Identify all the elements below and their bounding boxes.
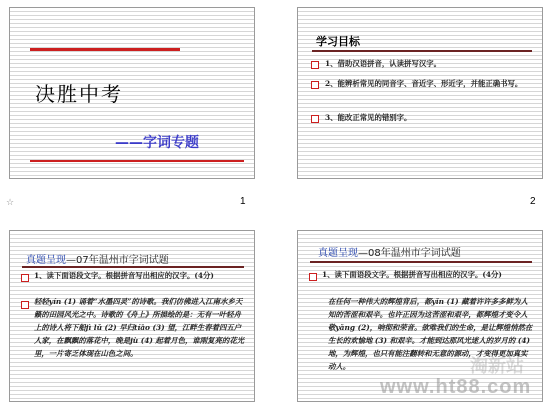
- heading-suffix: —08年温州市字词试题: [358, 248, 461, 259]
- bullet-icon: [309, 273, 317, 281]
- watermark-text: www.ht88.com: [380, 376, 532, 398]
- title-top-rule: [30, 48, 180, 51]
- bullet-icon: [21, 274, 29, 282]
- question-passage: 轻轻yín (1) 诵着“水墨四灵”的诗歌。我们仿佛进入江南水乡天籁的田园风光之中。诗歌的《舟上》所描绘的是：无有一叶轻舟上的诗人将下船jì lǔ (2) 早归tíāo (3) 望，江畔生春着四五户人家，在飘飘的落花中，晚是jù (4) 起着月色，谁刚复亮的花光里，一片寄乏体现在山色之间。: [34, 297, 245, 358]
- bullet-icon: [311, 61, 319, 69]
- heading-suffix: —07年温州市字词试题: [66, 255, 169, 266]
- slide-1-title: 决胜中考: [35, 82, 123, 106]
- slide-number-2: 2: [530, 196, 536, 207]
- heading-rule: [310, 261, 532, 263]
- title-bottom-rule: [30, 160, 244, 162]
- slide-2-thumbnail[interactable]: [297, 7, 543, 179]
- heading-rule: [312, 50, 532, 52]
- goal-item-1: 1、借助汉语拼音，认读拼写汉字。: [325, 59, 442, 68]
- watermark-logo: 淘新站: [470, 356, 524, 377]
- heading-prefix: 真题呈现: [318, 248, 358, 259]
- slide-2-heading: 学习目标: [316, 35, 360, 48]
- bullet-icon: [311, 81, 319, 89]
- slide-1-subtitle: ——字词专题: [115, 135, 199, 151]
- question-instruction: 1、读下面语段文字。根据拼音写出相应的汉字。(4分): [322, 270, 502, 279]
- slide-1-thumbnail[interactable]: [9, 7, 255, 179]
- bullet-icon: [311, 115, 319, 123]
- bullet-icon: [21, 301, 29, 309]
- question-instruction: 1、读下面语段文字。根据拼音写出相应的汉字。(4分): [34, 271, 214, 280]
- slide-number-1: 1: [240, 196, 246, 207]
- slide-transition-icon[interactable]: ☆: [6, 198, 15, 208]
- goal-item-3: 3、能改正常见的错别字。: [325, 113, 412, 122]
- question-passage: 在任何一种伟大的辉煌背后，都yǐn (1) 藏着许许多多鲜为人知的苦涩和艰辛。也许正因为这苦涩和艰辛，都辉煌才变令人敬yǎng (2)，响彻和荣音。欲唯我们的生命，是让辉煌悄然在生长的欢愉地 (3) 和艰辛。才能到达那风光迷人的岁月的 (4) 地，为辉煌，也只有能注翻转和无意的源动，才变得更加真实动人。: [328, 297, 533, 371]
- heading-prefix: 真题呈现: [26, 255, 66, 266]
- slide-4-heading: [318, 244, 461, 259]
- heading-rule: [22, 266, 244, 268]
- goal-item-2: 2、能辨析常见的同音字、音近字、形近字，并能正确书写。: [325, 79, 523, 88]
- slide-3-thumbnail[interactable]: [9, 230, 255, 402]
- slide-3-heading: [26, 251, 169, 266]
